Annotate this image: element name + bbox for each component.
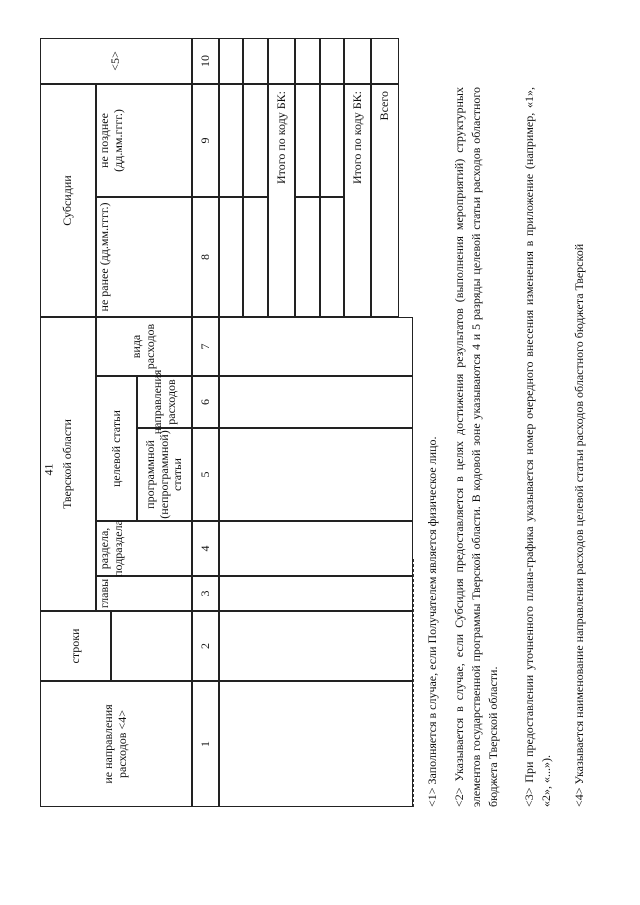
data-cell [295,38,320,84]
col-number-2: 2 [192,611,219,681]
data-cell-stroki [219,611,413,681]
data-cell [219,197,243,317]
data-cell [295,84,320,197]
data-cell [320,197,344,317]
data-cell [243,84,268,197]
col-number-8: 8 [192,197,219,317]
vsego-row: Всего [371,84,399,317]
header-ne-pozdnee: не позднее (дд.мм.гггг.) [96,84,192,197]
data-cell [268,38,295,84]
header-tselevoy-stati: целевой статьи [96,376,137,521]
data-cell [243,197,268,317]
col-number-1: 1 [192,681,219,807]
footnote-3: <3> При предоставлении уточненного плана-графика указывается номер очередного внесения изменения в приложение (например, «1», «2», «...»). [522,87,553,807]
data-cell-glavy [219,576,413,611]
header-razdela: раздела, подраздела [96,521,192,576]
data-cell [344,38,371,84]
header-napravleniya: направления расходов [137,376,192,428]
page-number: 41 [41,463,56,476]
footnote-4: <4> Указывается наименование направления расходов целевой статьи расходов областного бюджета Тверской [572,243,586,807]
data-cell [219,38,243,84]
col-number-10: 10 [192,38,219,84]
footnote-2: <2> Указывается в случае, если Субсидия предоставляется в целях достижения результатов (выполнения мероприятий) структурных элементов государственной программы Тверской области. В кодовой зоне указываются 4 и 5 разряды целевой статьи расходов областного бюджета Тверской области. [452,87,500,807]
col-number-7: 7 [192,317,219,376]
data-cell-razdela [219,521,413,576]
data-cell [320,84,344,197]
header-ne-ranee: не ранее (дд.мм.гггг.) [96,197,192,317]
data-cell-naim [219,681,413,807]
data-cell [219,84,243,197]
data-cell [295,197,320,317]
itogo-row-1: Итого по коду БК: [268,84,295,317]
header-subsidii: Субсидии [40,84,96,317]
data-cell-vida [219,317,413,376]
footnote-separator [413,559,414,807]
data-cell-programmnoy [219,428,413,521]
col-number-5: 5 [192,428,219,521]
data-cell [243,38,268,84]
col-number-3: 3 [192,576,219,611]
header-naimenovanie: ие направления расходов <4> [40,681,192,807]
header-programmnoy: программной (непрограммной) статьи [137,428,192,521]
header-tverskoy-oblasti: Тверской области [40,317,96,611]
footnote-1: <1> Заполняется в случае, если Получателем является физическое лицо. [425,436,439,807]
data-cell-napravleniya [219,376,413,428]
header-stroki-blank [111,611,192,681]
header-col-5: <5> [40,38,192,84]
header-vida-raskhodov: вида расходов [96,317,192,376]
col-number-9: 9 [192,84,219,197]
header-stroki: строки [40,611,111,681]
col-number-4: 4 [192,521,219,576]
data-cell [371,38,399,84]
header-glavy: главы [96,576,192,611]
itogo-row-2: Итого по коду БК: [344,84,371,317]
data-cell [320,38,344,84]
col-number-6: 6 [192,376,219,428]
